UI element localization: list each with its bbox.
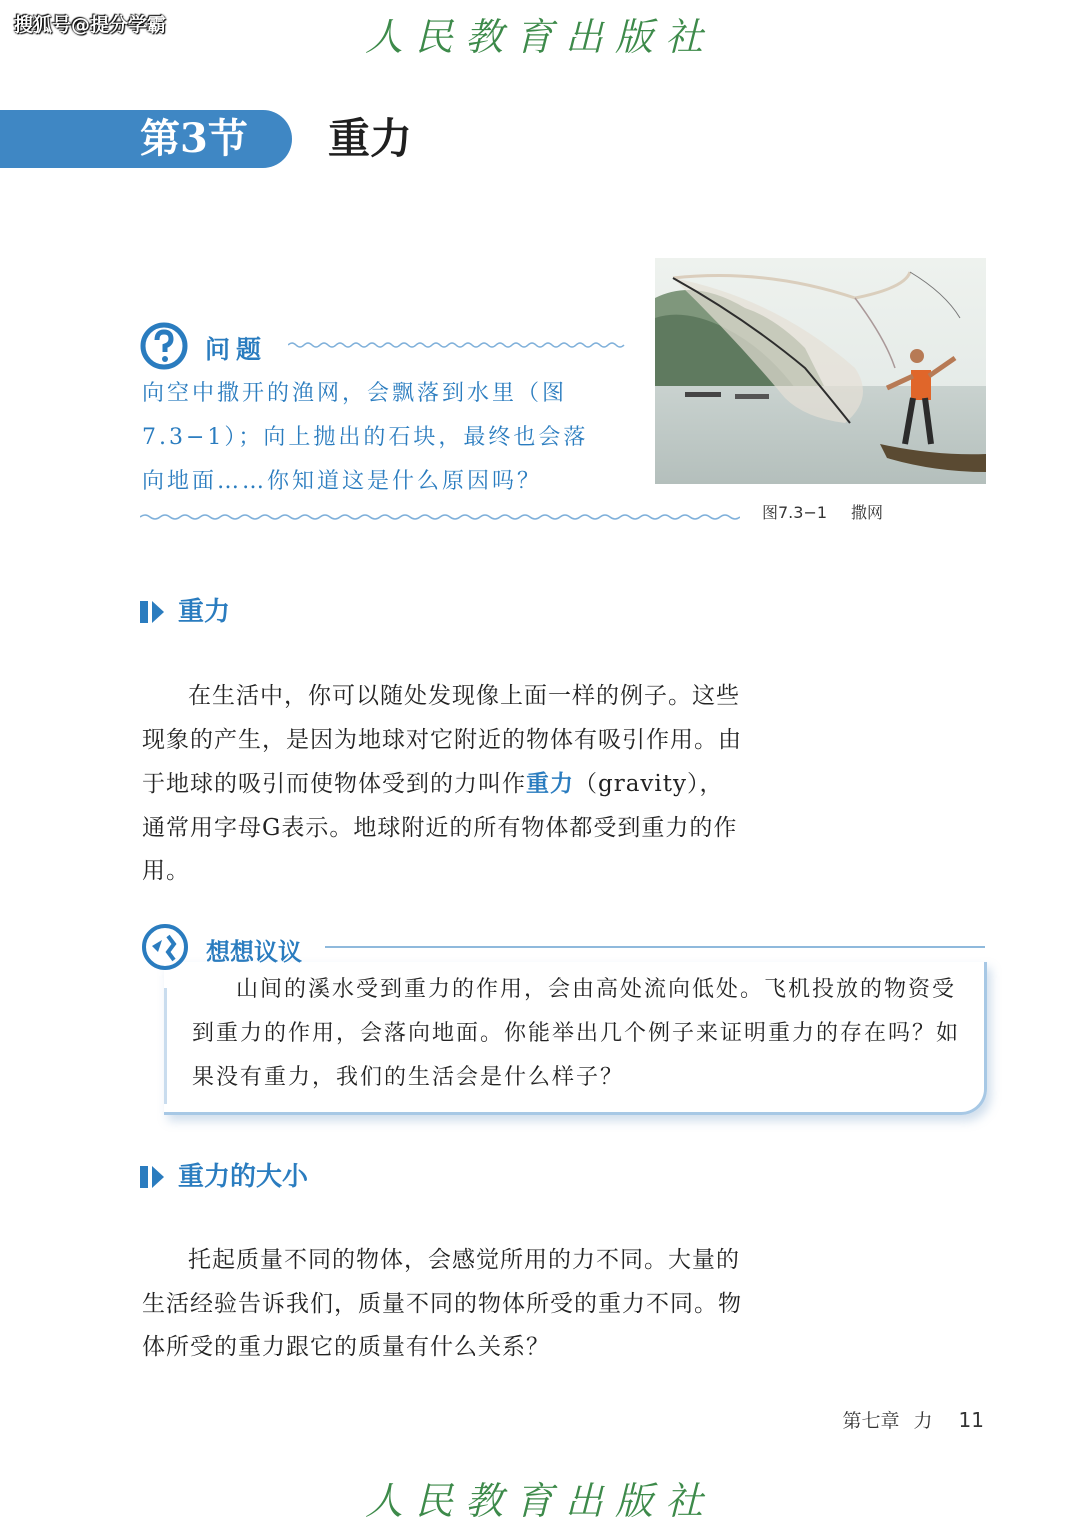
- paragraph-text: 托起质量不同的物体，会感觉所用的力不同。大量的生活经验告诉我们，质量不同的物体所受的重力不同。物体所受的重力跟它的质量有什么关系？: [142, 1247, 742, 1360]
- fishing-net-photo: [655, 258, 986, 484]
- gravity-magnitude-paragraph: [142, 1239, 742, 1370]
- page-number: 11: [958, 1408, 984, 1432]
- figure-title: 撒网: [851, 503, 884, 522]
- question-icon: [140, 322, 188, 370]
- think-discuss-text: [192, 968, 967, 1100]
- section-title: 重力: [328, 114, 413, 163]
- key-term: 重力: [526, 770, 574, 797]
- paragraph-text-continued: （gravity），通常用字母G表示。地球附近的所有物体都受到重力的作用。: [142, 771, 738, 884]
- wavy-divider: [288, 340, 628, 350]
- think-box-left-border: [164, 988, 167, 1104]
- paragraph-text: 在生活中，你可以随处发现像上面一样的例子。这些现象的产生，是因为地球对它附近的物体有吸引作用。由于地球的吸引而使物体受到的力叫作: [142, 683, 742, 797]
- heading-marker-icon: [140, 1166, 148, 1188]
- page-footer: [829, 1406, 984, 1433]
- figure-label: 图7.3−1: [762, 503, 828, 522]
- subsection-heading-text: 重力: [178, 597, 231, 627]
- wavy-divider: [140, 512, 740, 522]
- chapter-topic: 力: [913, 1410, 933, 1432]
- heading-marker-icon: [140, 601, 148, 623]
- figure-caption: [762, 500, 907, 523]
- think-title-rule: [325, 946, 985, 948]
- question-title: 问题: [205, 335, 268, 364]
- question-text: 向空中撒开的渔网，会飘落到水里（图7.3−1）；向上抛出的石块，最终也会落向地面……你知道这是什么原因吗？: [142, 381, 589, 494]
- subsection-heading-text: 重力的大小: [178, 1162, 309, 1192]
- subsection-heading: [140, 595, 230, 629]
- heading-arrow-icon: [152, 601, 164, 623]
- think-discuss-title: 想想议议: [206, 938, 302, 966]
- subsection-heading: [140, 1160, 308, 1194]
- think-text: 山间的溪水受到重力的作用，会由高处流向低处。飞机投放的物资受到重力的作用，会落向地面。你能举出几个例子来证明重力的存在吗？如果没有重力，我们的生活会是什么样子？: [192, 977, 961, 1090]
- heading-arrow-icon: [152, 1166, 164, 1188]
- chapter-label: 第七章: [842, 1410, 900, 1432]
- publisher-logo-top: 人民教育出版社: [364, 15, 715, 59]
- publisher-logo-bottom: 人民教育出版社: [364, 1479, 715, 1523]
- watermark-text: 搜狐号@提分学霸: [14, 14, 167, 36]
- section-number: 第3节: [140, 115, 248, 162]
- gravity-paragraph: [142, 675, 742, 894]
